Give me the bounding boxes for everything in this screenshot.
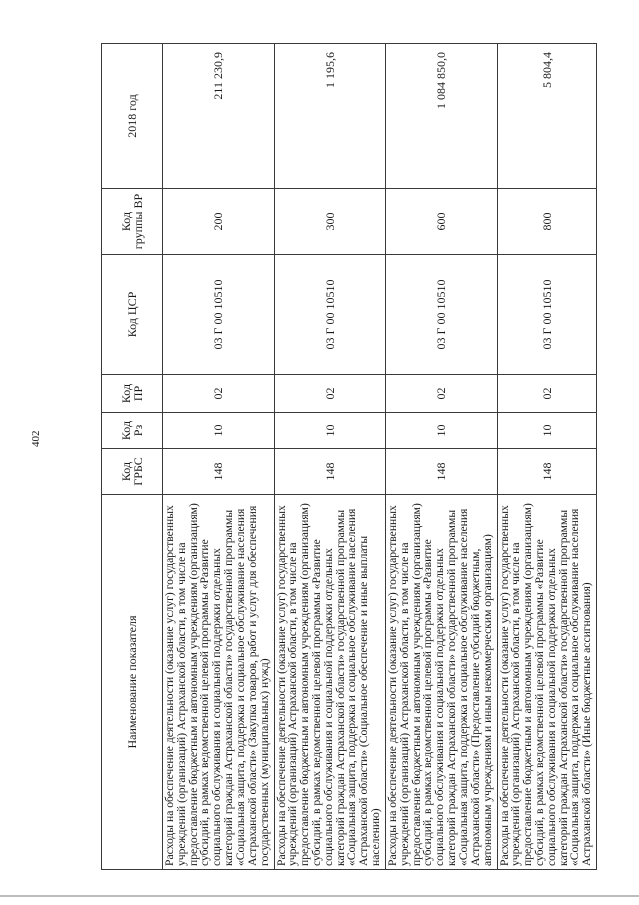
- row-csr: 03 Г 00 10510: [497, 255, 597, 375]
- header-pr: Код ПР: [102, 375, 163, 413]
- row-rz: 10: [274, 413, 386, 449]
- table-row: [386, 44, 498, 870]
- row-name: Расходы на обеспечение деятельности (оказание услуг) государственных учреждений (организаций) Астраханской области, в том числе на предоставление бюджетным и автономным учреждениям (организациям) субсидий, в рамках ведомственной целевой программы «Развитие социального обслуживания и социальной поддержки отдельных категорий граждан Астраханской области» государственной программы «Социальная защита, поддержка и социальное обслуживание населения Астраханской области» (Предоставление субсидий бюджетным, автономным учреждениям и иным некоммерческим организациям): [386, 495, 498, 870]
- header-csr: Код ЦСР: [102, 255, 163, 375]
- row-rz: 10: [386, 413, 498, 449]
- table-row: [163, 44, 275, 870]
- row-vr: 800: [497, 189, 597, 255]
- row-csr: 03 Г 00 10510: [274, 255, 386, 375]
- row-pr: 02: [386, 375, 498, 413]
- table-header-row: [102, 44, 163, 870]
- header-vr: Код группы ВР: [102, 189, 163, 255]
- row-csr: 03 Г 00 10510: [386, 255, 498, 375]
- header-name: Наименование показателя: [102, 495, 163, 870]
- row-pr: 02: [163, 375, 275, 413]
- row-rz: 10: [163, 413, 275, 449]
- row-amount: 1 084 850,0: [386, 44, 498, 189]
- header-year: 2018 год: [102, 44, 163, 189]
- budget-table: [101, 43, 597, 870]
- row-amount: 211 230,9: [163, 44, 275, 189]
- row-amount: 5 804,4: [497, 44, 597, 189]
- row-csr: 03 Г 00 10510: [163, 255, 275, 375]
- row-vr: 600: [386, 189, 498, 255]
- row-grbs: 148: [497, 449, 597, 495]
- row-pr: 02: [497, 375, 597, 413]
- header-rz: Код Рз: [102, 413, 163, 449]
- row-pr: 02: [274, 375, 386, 413]
- row-vr: 300: [274, 189, 386, 255]
- row-name: Расходы на обеспечение деятельности (оказание услуг) государственных учреждений (организаций) Астраханской области, в том числе на предоставление бюджетным и автономным учреждениям (организациям) субсидий, в рамках ведомственной целевой программы «Развитие социального обслуживания и социальной поддержки отдельных категорий граждан Астраханской области» государственной программы «Социальная защита, поддержка и социальное обслуживание населения Астраханской области» (Иные бюджетные ассигнования): [497, 495, 597, 870]
- page-number: 402: [30, 430, 42, 447]
- row-rz: 10: [497, 413, 597, 449]
- table-row: [274, 44, 386, 870]
- row-name: Расходы на обеспечение деятельности (оказание услуг) государственных учреждений (организаций) Астраханской области, в том числе на предоставление бюджетным и автономным учреждениям (организациям) субсидий, в рамках ведомственной целевой программы «Развитие социального обслуживания и социальной поддержки отдельных категорий граждан Астраханской области» государственной программы «Социальная защита, поддержка и социальное обслуживание населения Астраханской области» (Социальное обеспечение и иные выплаты населению): [274, 495, 386, 870]
- row-grbs: 148: [386, 449, 498, 495]
- table-row: [497, 44, 597, 870]
- row-amount: 1 195,6: [274, 44, 386, 189]
- rotated-table-container: [101, 44, 597, 870]
- row-grbs: 148: [163, 449, 275, 495]
- row-grbs: 148: [274, 449, 386, 495]
- header-grbs: Код ГРБС: [102, 449, 163, 495]
- row-vr: 200: [163, 189, 275, 255]
- scan-edge-line: [0, 895, 639, 897]
- row-name: Расходы на обеспечение деятельности (оказание услуг) государственных учреждений (организаций) Астраханской области, в том числе на предоставление бюджетным и автономным учреждениям (организациям) субсидий, в рамках ведомственной целевой программы «Развитие социального обслуживания и социальной поддержки отдельных категорий граждан Астраханской области» государственной программы «Социальная защита, поддержка и социальное обслуживание населения Астраханской области» (Закупка товаров, работ и услуг для обеспечения государственных (муниципальных) нужд): [163, 495, 275, 870]
